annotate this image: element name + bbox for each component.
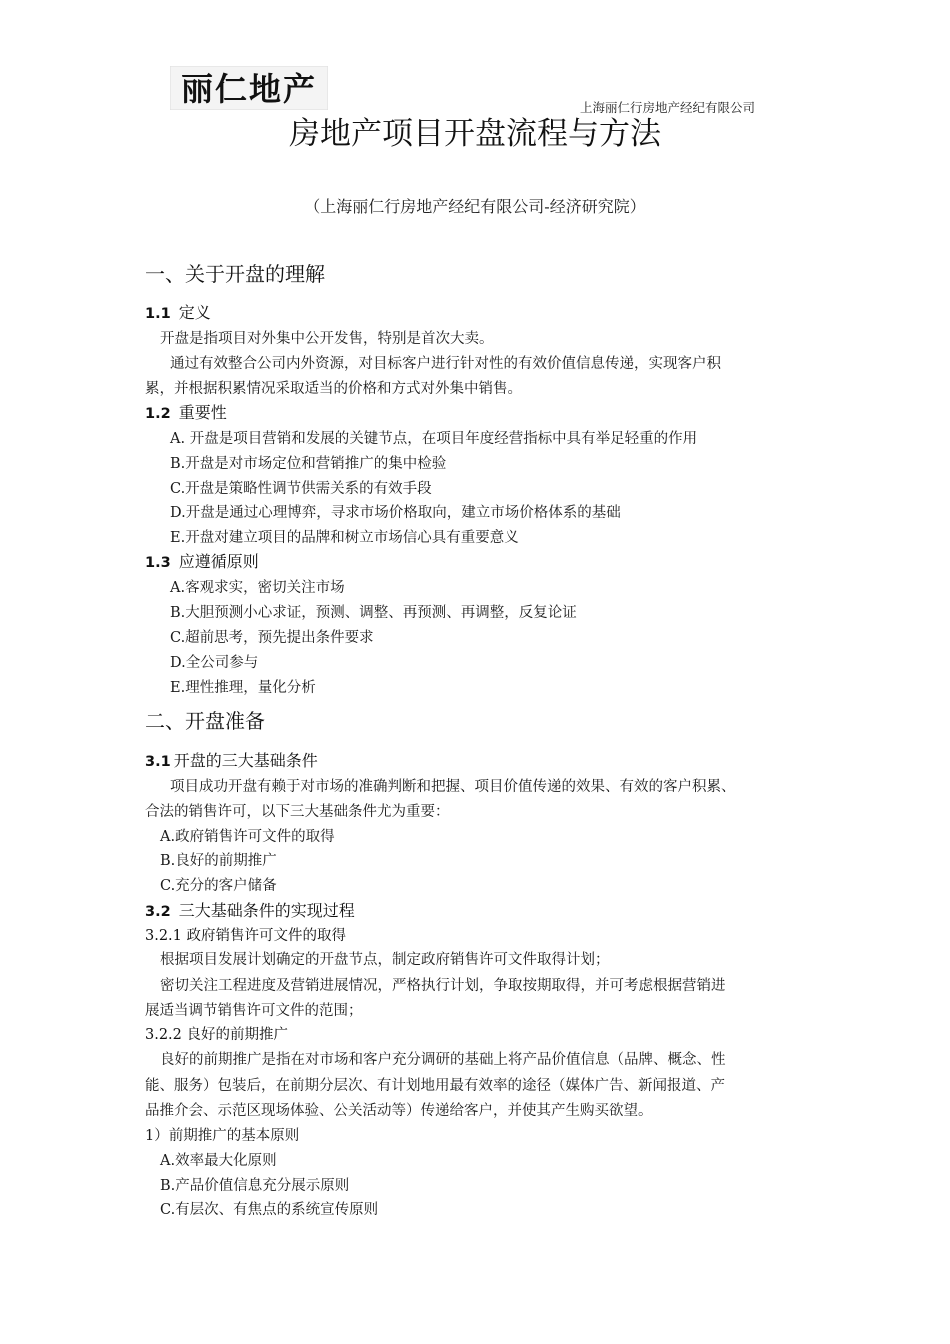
paragraph: 品推介会、示范区现场体验、公关活动等）传递给客户，并使其产生购买欲望。	[145, 1103, 653, 1119]
section-1-2-heading	[145, 400, 227, 423]
list-item: A.效率最大化原则	[160, 1153, 277, 1169]
subsection-3-2-1-heading: 3.2.1 政府销售许可文件的取得	[145, 928, 347, 944]
document-title: 房地产项目开盘流程与方法	[289, 116, 661, 152]
section-2-heading: 二、开盘准备	[145, 709, 265, 733]
section-number: 1.2	[145, 406, 171, 422]
sub-heading: 1）前期推广的基本原则	[145, 1128, 300, 1144]
section-1-3-heading	[145, 549, 259, 572]
paragraph: 项目成功开盘有赖于对市场的准确判断和把握、项目价值传递的效果、有效的客户积累、	[170, 779, 736, 795]
section-1-1-heading	[145, 300, 211, 323]
paragraph: 展适当调节销售许可文件的范围；	[145, 1003, 363, 1019]
section-label: 三大基础条件的实现过程	[178, 901, 355, 920]
section-1-heading: 一、关于开盘的理解	[145, 262, 325, 286]
paragraph: 良好的前期推广是指在对市场和客户充分调研的基础上将产品价值信息（品牌、概念、性	[160, 1052, 726, 1068]
section-number: 3.1	[145, 754, 171, 770]
list-item: B.良好的前期推广	[160, 853, 277, 869]
header-company-name: 上海丽仁行房地产经纪有限公司	[580, 100, 756, 115]
paragraph: 累，并根据积累情况采取适当的价格和方式对外集中销售。	[145, 381, 522, 397]
company-logo	[170, 66, 328, 110]
list-item: C.有层次、有焦点的系统宣传原则	[160, 1202, 379, 1218]
section-label: 定义	[178, 303, 211, 322]
paragraph: 合法的销售许可，以下三大基础条件尤为重要：	[145, 804, 450, 820]
list-item: E.理性推理，量化分析	[170, 680, 316, 696]
section-label: 重要性	[178, 403, 227, 422]
section-number: 3.2	[145, 904, 171, 920]
paragraph: 通过有效整合公司内外资源，对目标客户进行针对性的有效价值信息传递，实现客户积	[170, 356, 721, 372]
paragraph: 开盘是指项目对外集中公开发售，特别是首次大卖。	[160, 331, 494, 347]
subsection-3-2-2-heading: 3.2.2 良好的前期推广	[145, 1027, 289, 1043]
list-item: E.开盘对建立项目的品牌和树立市场信心具有重要意义	[170, 530, 519, 546]
list-item: B.大胆预测小心求证，预测、调整、再预测、再调整，反复论证	[170, 605, 577, 621]
logo-text: 丽仁地产	[180, 70, 318, 108]
list-item: D.全公司参与	[170, 655, 259, 671]
paragraph: 密切关注工程进度及营销进展情况，严格执行计划，争取按期取得，并可考虑根据营销进	[160, 978, 726, 994]
list-item: A.政府销售许可文件的取得	[160, 829, 335, 845]
list-item: B.开盘是对市场定位和营销推广的集中检验	[170, 456, 447, 472]
section-3-1-heading	[145, 748, 318, 771]
list-item: A.客观求实，密切关注市场	[170, 580, 345, 596]
list-item: C.开盘是策略性调节供需关系的有效手段	[170, 481, 432, 497]
section-label: 应遵循原则	[178, 552, 259, 571]
list-item: A. 开盘是项目营销和发展的关键节点，在项目年度经营指标中具有举足轻重的作用	[170, 431, 698, 447]
logo-image	[170, 66, 328, 110]
paragraph: 能、服务）包装后，在前期分层次、有计划地用最有效率的途径（媒体广告、新闻报道、产	[145, 1078, 725, 1094]
section-number: 1.3	[145, 555, 171, 571]
section-number: 1.1	[145, 306, 171, 322]
list-item: D.开盘是通过心理博弈，寻求市场价格取向，建立市场价格体系的基础	[170, 505, 621, 521]
section-3-2-heading	[145, 898, 355, 921]
section-label: 开盘的三大基础条件	[173, 751, 318, 770]
document-subtitle: （上海丽仁行房地产经纪有限公司-经济研究院）	[304, 197, 646, 216]
list-item: C.充分的客户储备	[160, 878, 277, 894]
list-item: B.产品价值信息充分展示原则	[160, 1178, 350, 1194]
list-item: C.超前思考，预先提出条件要求	[170, 630, 374, 646]
paragraph: 根据项目发展计划确定的开盘节点，制定政府销售许可文件取得计划；	[160, 952, 610, 968]
